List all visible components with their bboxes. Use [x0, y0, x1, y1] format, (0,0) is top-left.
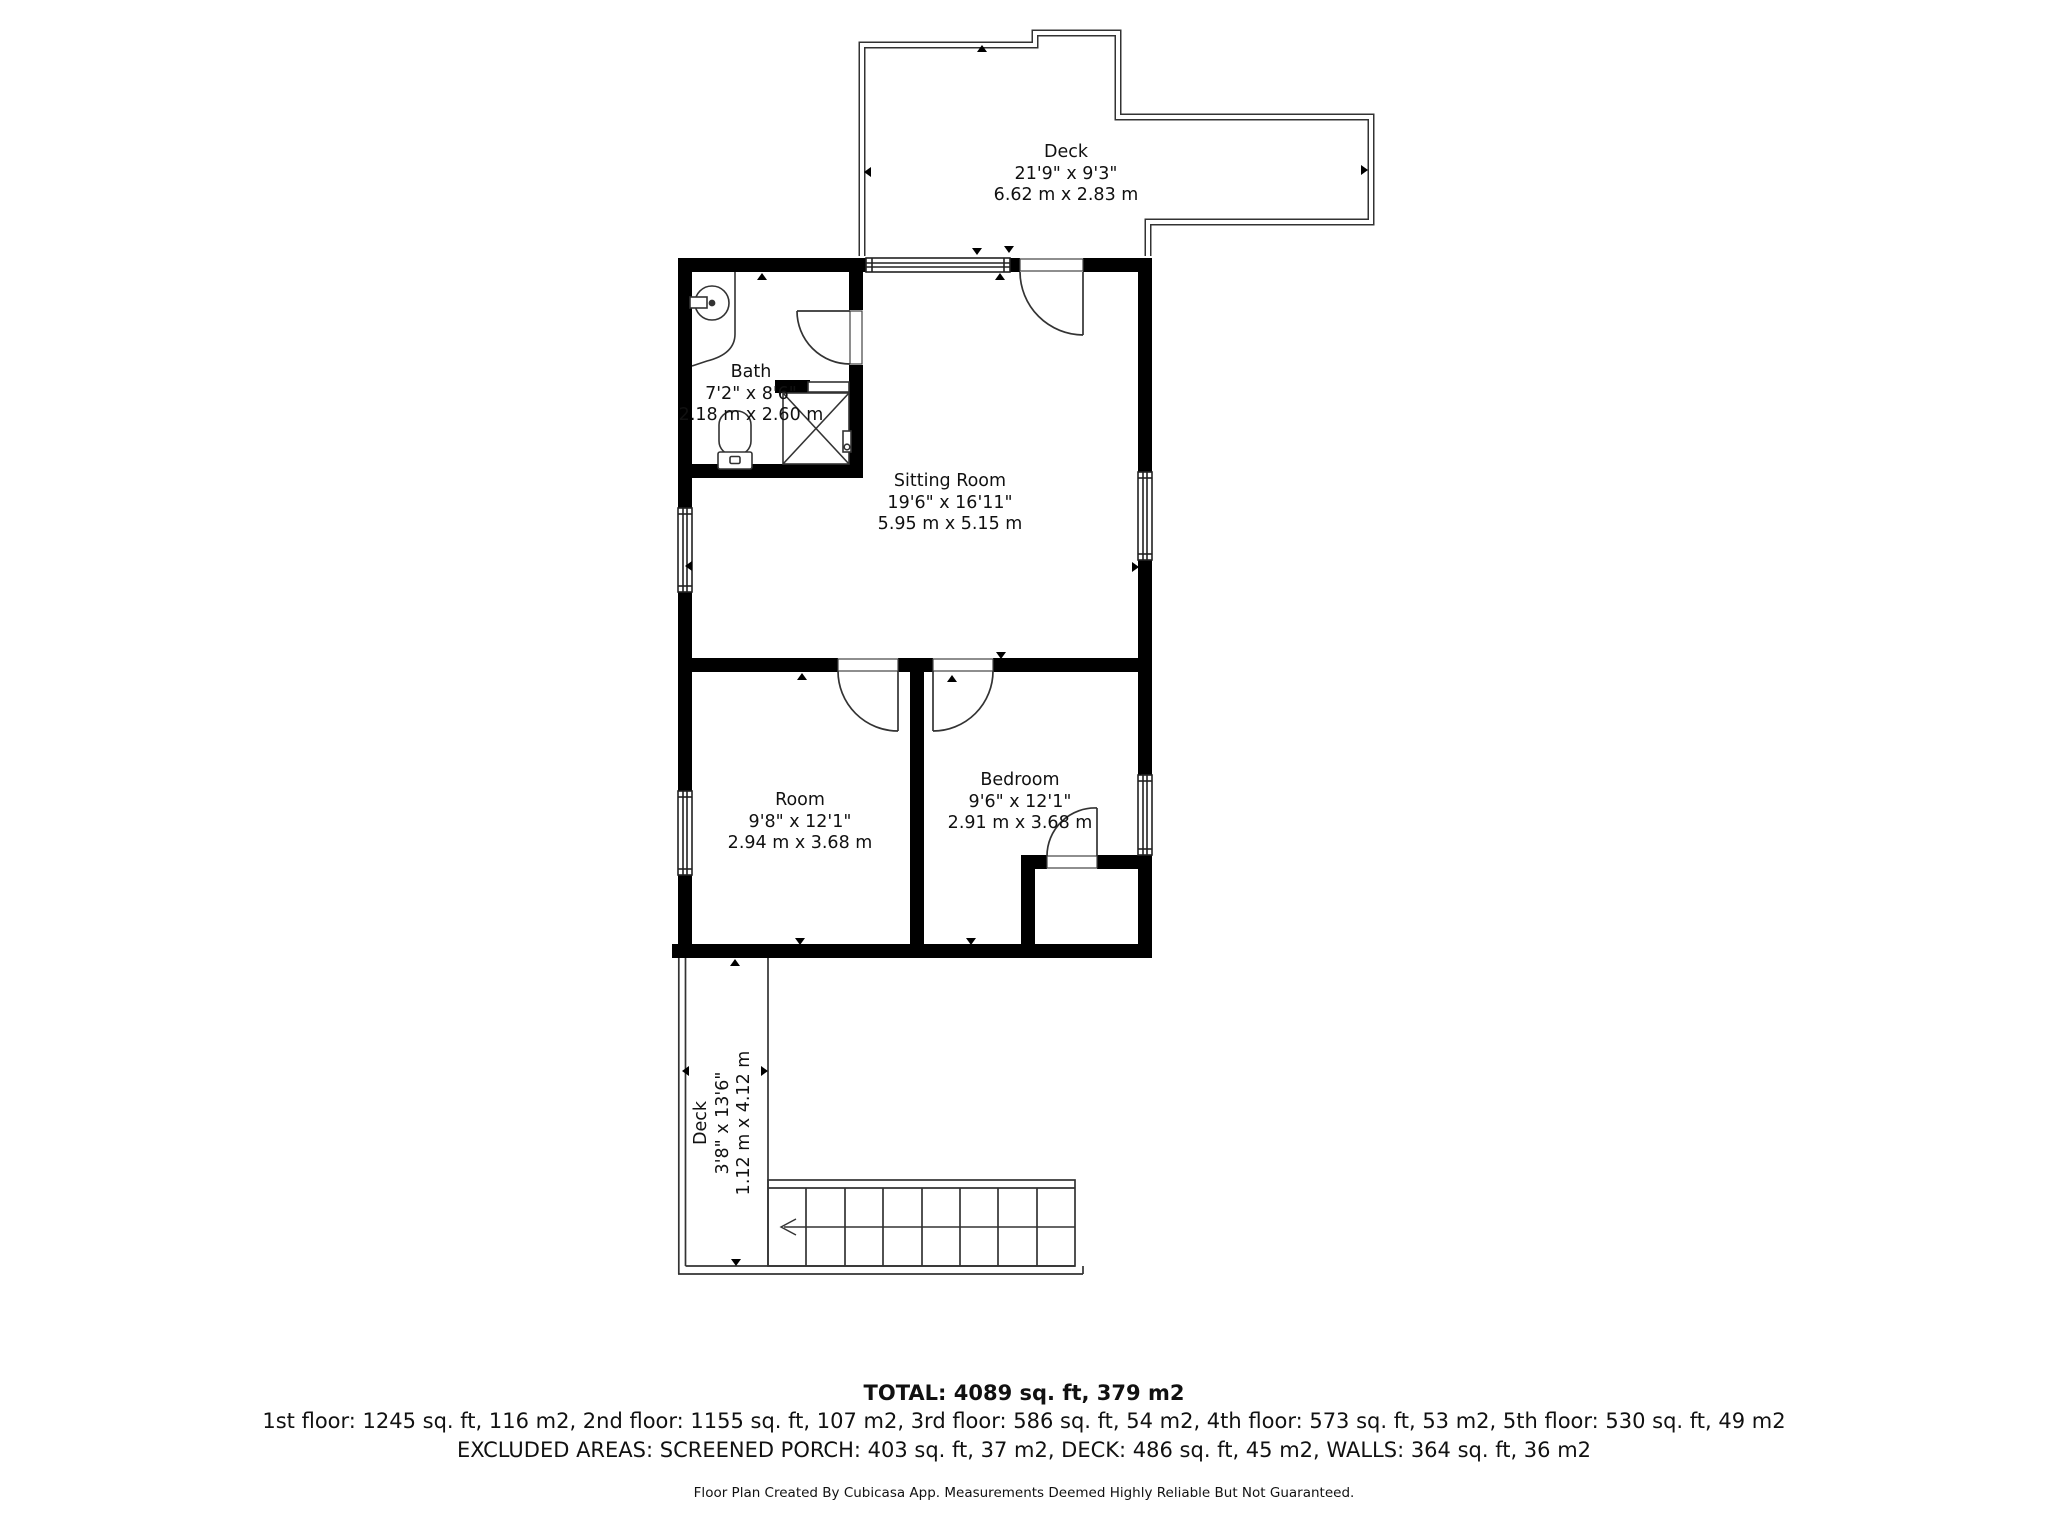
wall-room-bedroom	[910, 658, 924, 958]
wall-closet-top-right	[1097, 855, 1152, 869]
room-dim-metric: 5.95 m x 5.15 m	[877, 513, 1023, 534]
room-dim-metric: 2.18 m x 2.60 m	[678, 404, 824, 425]
room-dim-imperial: 9'8" x 12'1"	[748, 811, 852, 832]
window-left-sitting	[678, 508, 692, 592]
room-dim-metric: 2.91 m x 3.68 m	[947, 812, 1093, 833]
summary-disclaimer: Floor Plan Created By Cubicasa App. Measurements Deemed Highly Reliable But Not Guaranteed.	[693, 1485, 1355, 1501]
summary-total: TOTAL: 4089 sq. ft, 379 m2	[863, 1381, 1185, 1405]
room-dim-imperial: 19'6" x 16'11"	[887, 492, 1013, 513]
threshold-bedroom	[933, 659, 993, 671]
room-dim-metric: 1.12 m x 4.12 m	[733, 1050, 754, 1196]
wall-divider-right	[993, 658, 1152, 672]
shower-knob	[844, 444, 850, 450]
label-bedroom	[948, 770, 1093, 835]
window-top-sitting	[866, 258, 1010, 272]
wall-bath-bottom	[678, 464, 863, 478]
threshold-closet	[1047, 856, 1097, 868]
room-dim-metric: 6.62 m x 2.83 m	[993, 184, 1139, 205]
sink-faucet	[690, 297, 707, 308]
label-room	[728, 790, 873, 855]
summary-excluded: EXCLUDED AREAS: SCREENED PORCH: 403 sq. ft, 37 m2, DECK: 486 sq. ft, 45 m2, WALLS: 364 sq. ft, 36 m2	[456, 1438, 1592, 1462]
label-deck-lower	[691, 1051, 756, 1196]
toilet-button	[730, 457, 740, 464]
room-name: Sitting Room	[893, 470, 1007, 491]
threshold-bath	[850, 311, 862, 364]
door-bath	[797, 311, 850, 364]
wall-closet-left	[1021, 855, 1035, 958]
room-dim-metric: 2.94 m x 3.68 m	[727, 832, 873, 853]
room-dim-imperial: 21'9" x 9'3"	[1014, 163, 1118, 184]
sink-drain	[709, 300, 714, 305]
wall-bath-right-upper	[849, 258, 863, 310]
stairs	[768, 1180, 1075, 1266]
room-name: Deck	[690, 1101, 711, 1146]
room-name: Room	[775, 789, 825, 810]
room-name: Deck	[1043, 141, 1088, 162]
window-right-sitting	[1138, 472, 1152, 560]
doors	[797, 272, 1097, 856]
door-room	[838, 671, 898, 731]
window-right-bedroom	[1138, 775, 1152, 855]
door-bedroom	[933, 671, 993, 731]
wall-divider-left	[678, 658, 838, 672]
label-sitting-room	[878, 471, 1023, 536]
window-left-room	[678, 791, 692, 875]
wall-bath-right-lower	[849, 365, 863, 478]
room-dim-imperial: 7'2" x 8'6"	[705, 383, 797, 404]
room-dim-imperial: 3'8" x 13'6"	[712, 1071, 733, 1175]
door-entry	[1020, 272, 1083, 335]
threshold-room	[838, 659, 898, 671]
room-name: Bath	[730, 361, 772, 382]
threshold-entry	[1020, 259, 1083, 271]
measure-ticks	[680, 45, 1368, 1266]
room-name: Bedroom	[980, 769, 1060, 790]
summary-floors: 1st floor: 1245 sq. ft, 116 m2, 2nd floor: 1155 sq. ft, 107 m2, 3rd floor: 586 sq. ft, 54 m2, 4th floor: 573 sq. ft, 53 m2, 5th floor: 530 sq. ft, 49 m2	[262, 1409, 1786, 1433]
room-dim-imperial: 9'6" x 12'1"	[968, 791, 1072, 812]
label-deck-top	[994, 142, 1139, 207]
label-bath	[679, 362, 824, 427]
